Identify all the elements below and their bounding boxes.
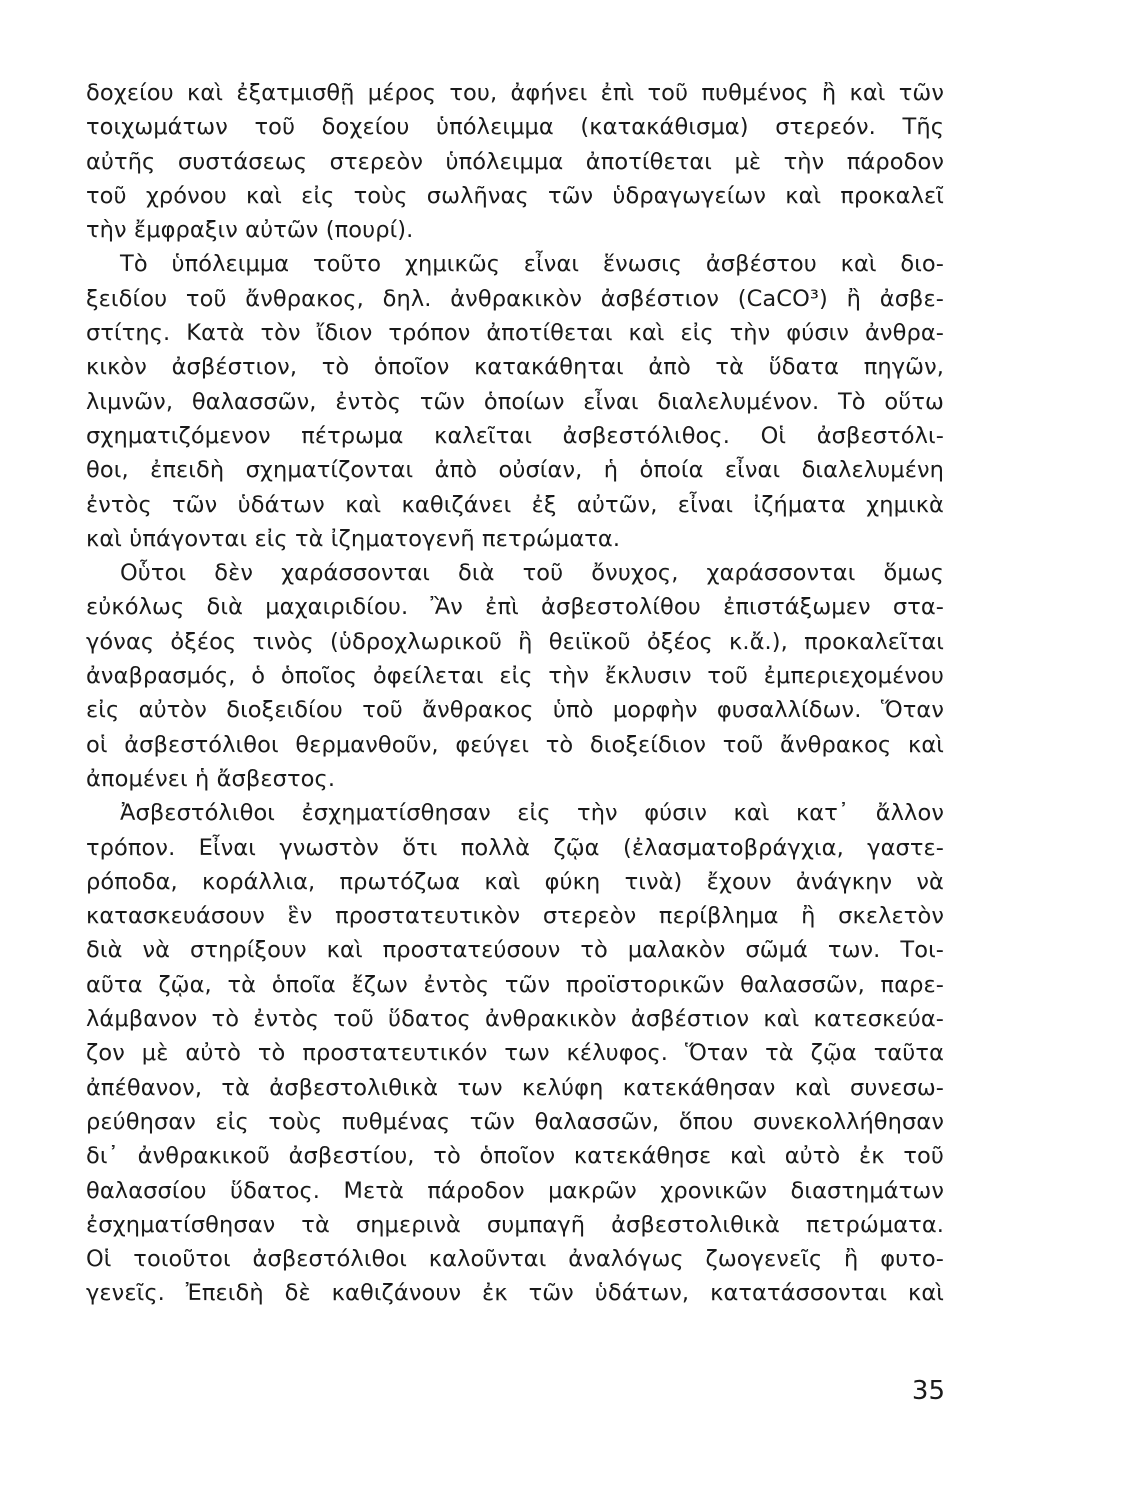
text-line: ἀπέθανον, τὰ ἀσβεστολιθικὰ των κελύφη κατεκάθησαν καὶ συνεσω- [86, 1074, 944, 1101]
text-line: δοχείου καὶ ἐξατμισθῇ μέρος του, ἀφήνει ἐπὶ τοῦ πυθμένος ἢ καὶ τῶν [86, 80, 944, 106]
text-line: εἰς αὐτὸν διοξειδίου τοῦ ἄνθρακος ὑπὸ μορφὴν φυσαλλίδων. Ὅταν [86, 697, 944, 724]
text-line: ζον μὲ αὐτὸ τὸ προστατευτικόν των κέλυφος. Ὅταν τὰ ζῷα ταῦτα [86, 1040, 944, 1067]
text-line: ἐσχηματίσθησαν τὰ σημερινὰ συμπαγῆ ἀσβεστολιθικὰ πετρώματα. [86, 1211, 944, 1238]
text-line: τοῦ χρόνου καὶ εἰς τοὺς σωλῆνας τῶν ὑδραγωγείων καὶ προκαλεῖ [86, 182, 944, 209]
paragraph-start-line: Οὗτοι δὲν χαράσσονται διὰ τοῦ ὄνυχος, χαράσσονται ὅμως [120, 560, 944, 587]
text-line: κατασκευάσουν ἓν προστατευτικὸν στερεὸν περίβλημα ἢ σκελετὸν [86, 903, 944, 930]
text-line: ρόποδα, κοράλλια, πρωτόζωα καὶ φύκη τινὰ) ἔχουν ἀνάγκην νὰ [86, 868, 944, 895]
text-line: θοι, ἐπειδὴ σχηματίζονται ἀπὸ οὐσίαν, ἡ ὁποία εἶναι διαλελυμένη [86, 457, 944, 484]
text-line: κικὸν ἀσβέστιον, τὸ ὁποῖον κατακάθηται ἀπὸ τὰ ὕδατα πηγῶν, [86, 354, 944, 381]
paragraph-start-line: Ἀσβεστόλιθοι ἐσχηματίσθησαν εἰς τὴν φύσιν καὶ κατ᾿ ἄλλον [120, 800, 944, 827]
text-line: γενεῖς. Ἐπειδὴ δὲ καθιζάνουν ἐκ τῶν ὑδάτων, κατατάσσονται καὶ [86, 1280, 944, 1307]
body-text [86, 76, 944, 1311]
text-line: ρεύθησαν εἰς τοὺς πυθμένας τῶν θαλασσῶν, ὅπου συνεκολλήθησαν [86, 1108, 944, 1135]
text-line: καὶ ὑπάγονται εἰς τὰ ἰζηματογενῆ πετρώματα. [86, 525, 621, 552]
text-line: ἀναβρασμός, ὁ ὁποῖος ὀφείλεται εἰς τὴν ἔκλυσιν τοῦ ἐμπεριεχομένου [86, 663, 944, 690]
text-line: διὰ νὰ στηρίξουν καὶ προστατεύσουν τὸ μαλακὸν σῶμά των. Τοι- [86, 937, 944, 964]
page-number: 35 [911, 1376, 945, 1406]
text-line: εὐκόλως διὰ μαχαιριδίου. Ἂν ἐπὶ ἀσβεστολίθου ἐπιστάξωμεν στα- [86, 594, 944, 621]
text-line: ἀπομένει ἡ ἄσβεστος. [86, 765, 336, 792]
text-line: δι᾿ ἀνθρακικοῦ ἀσβεστίου, τὸ ὁποῖον κατεκάθησε καὶ αὐτὸ ἐκ τοῦ [86, 1143, 944, 1170]
text-line: αῦτα ζῷα, τὰ ὁποῖα ἔζων ἐντὸς τῶν προϊστορικῶν θαλασσῶν, παρε- [86, 971, 944, 998]
text-line: ξειδίου τοῦ ἄνθρακος, δηλ. ἀνθρακικὸν ἀσβέστιον (CaCO³) ἢ ἀσβε- [86, 285, 944, 312]
text-line: Οἱ τοιοῦτοι ἀσβεστόλιθοι καλοῦνται ἀναλόγως ζωογενεῖς ἢ φυτο- [86, 1246, 944, 1273]
paragraph-start-line: Τὸ ὑπόλειμμα τοῦτο χημικῶς εἶναι ἕνωσις ἀσβέστου καὶ διο- [120, 251, 944, 278]
text-line: λάμβανον τὸ ἐντὸς τοῦ ὕδατος ἀνθρακικὸν ἀσβέστιον καὶ κατεσκεύα- [86, 1006, 944, 1033]
text-line: γόνας ὀξέος τινὸς (ὑδροχλωρικοῦ ἢ θειϊκοῦ ὀξέος κ.ἄ.), προκαλεῖται [86, 628, 944, 655]
text-line: τρόπον. Εἶναι γνωστὸν ὅτι πολλὰ ζῷα (ἐλασματοβράγχια, γαστε- [86, 834, 944, 861]
text-line: αὐτῆς συστάσεως στερεὸν ὑπόλειμμα ἀποτίθεται μὲ τὴν πάροδον [86, 148, 944, 175]
text-line: τὴν ἔμφραξιν αὐτῶν (πουρί). [86, 217, 414, 244]
text-line: οἱ ἀσβεστόλιθοι θερμανθοῦν, φεύγει τὸ διοξείδιον τοῦ ἄνθρακος καὶ [86, 731, 944, 758]
text-line: λιμνῶν, θαλασσῶν, ἐντὸς τῶν ὁποίων εἶναι διαλελυμένον. Τὸ οὕτω [86, 388, 944, 415]
text-line: στίτης. Κατὰ τὸν ἴδιον τρόπον ἀποτίθεται καὶ εἰς τὴν φύσιν ἀνθρα- [86, 320, 944, 347]
text-line: σχηματιζόμενον πέτρωμα καλεῖται ἀσβεστόλιθος. Οἱ ἀσβεστόλι- [86, 422, 944, 449]
text-line: θαλασσίου ὕδατος. Μετὰ πάροδον μακρῶν χρονικῶν διαστημάτων [86, 1177, 944, 1204]
text-line: ἐντὸς τῶν ὑδάτων καὶ καθιζάνει ἐξ αὐτῶν, εἶναι ἰζήματα χημικὰ [86, 491, 944, 518]
text-line: τοιχωμάτων τοῦ δοχείου ὑπόλειμμα (κατακάθισμα) στερεόν. Τῆς [86, 114, 944, 141]
